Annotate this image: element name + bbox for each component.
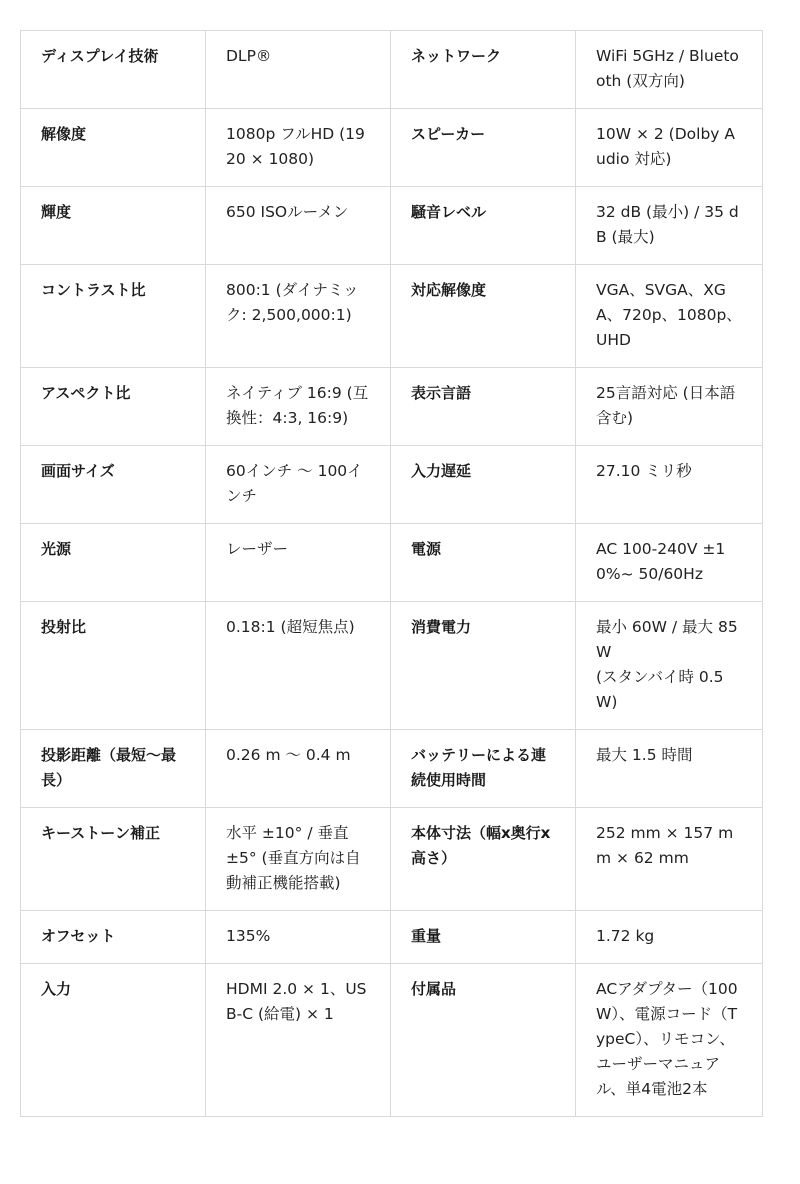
spec-label: 光源 [21,524,206,602]
spec-value: 27.10 ミリ秒 [576,446,763,524]
spec-label: 付属品 [391,964,576,1117]
spec-value: 0.26 m 〜 0.4 m [206,730,391,808]
spec-value: 252 mm × 157 mm × 62 mm [576,808,763,911]
spec-value: ネイティブ 16:9 (互換性：4:3, 16:9) [206,368,391,446]
spec-label: 画面サイズ [21,446,206,524]
spec-value: WiFi 5GHz / Bluetooth (双方向) [576,31,763,109]
spec-value: VGA、SVGA、XGA、720p、1080p、UHD [576,265,763,368]
spec-row-throw-ratio [21,602,763,730]
spec-row-light-source [21,524,763,602]
spec-label: キーストーン補正 [21,808,206,911]
spec-row-display-tech [21,31,763,109]
spec-label: 入力 [21,964,206,1117]
spec-row-resolution [21,109,763,187]
spec-row-aspect [21,368,763,446]
spec-label: ネットワーク [391,31,576,109]
spec-value: 32 dB (最小) / 35 dB (最大) [576,187,763,265]
spec-label: 表示言語 [391,368,576,446]
spec-label: 輝度 [21,187,206,265]
spec-table-body [21,31,763,1117]
spec-label: 対応解像度 [391,265,576,368]
spec-row-contrast [21,265,763,368]
spec-value: 135% [206,911,391,964]
spec-value: HDMI 2.0 × 1、USB-C (給電) × 1 [206,964,391,1117]
spec-value: 1.72 kg [576,911,763,964]
spec-label: 消費電力 [391,602,576,730]
spec-label: 電源 [391,524,576,602]
spec-row-offset [21,911,763,964]
spec-label: 本体寸法（幅x奥行x高さ） [391,808,576,911]
spec-row-projection-distance [21,730,763,808]
spec-label: 投射比 [21,602,206,730]
spec-value: AC 100-240V ±10%~ 50/60Hz [576,524,763,602]
spec-value: ACアダプター（100W）、電源コード（TypeC）、リモコン、ユーザーマニュアル、単4電池2本 [576,964,763,1117]
spec-value: 最小 60W / 最大 85W (スタンバイ時 0.5W) [576,602,763,730]
spec-value: 水平 ±10° / 垂直 ±5° (垂直方向は自動補正機能搭載) [206,808,391,911]
spec-value: 60インチ 〜 100インチ [206,446,391,524]
spec-value: 0.18:1 (超短焦点) [206,602,391,730]
spec-row-brightness [21,187,763,265]
spec-label: 解像度 [21,109,206,187]
spec-label: スピーカー [391,109,576,187]
spec-label: 入力遅延 [391,446,576,524]
spec-label: バッテリーによる連続使用時間 [391,730,576,808]
spec-row-input [21,964,763,1117]
spec-value: 650 ISOルーメン [206,187,391,265]
spec-row-keystone [21,808,763,911]
spec-value: DLP® [206,31,391,109]
spec-row-screen-size [21,446,763,524]
spec-value: 25言語対応 (日本語含む) [576,368,763,446]
spec-value: 最大 1.5 時間 [576,730,763,808]
spec-label: ディスプレイ技術 [21,31,206,109]
spec-value: レーザー [206,524,391,602]
spec-table [20,30,763,1117]
spec-label: 投影距離（最短〜最長） [21,730,206,808]
spec-label: オフセット [21,911,206,964]
spec-value: 10W × 2 (Dolby Audio 対応) [576,109,763,187]
spec-value: 1080p フルHD (1920 × 1080) [206,109,391,187]
spec-value: 800:1 (ダイナミック: 2,500,000:1) [206,265,391,368]
spec-label: 重量 [391,911,576,964]
spec-label: アスペクト比 [21,368,206,446]
spec-label: 騒音レベル [391,187,576,265]
spec-label: コントラスト比 [21,265,206,368]
